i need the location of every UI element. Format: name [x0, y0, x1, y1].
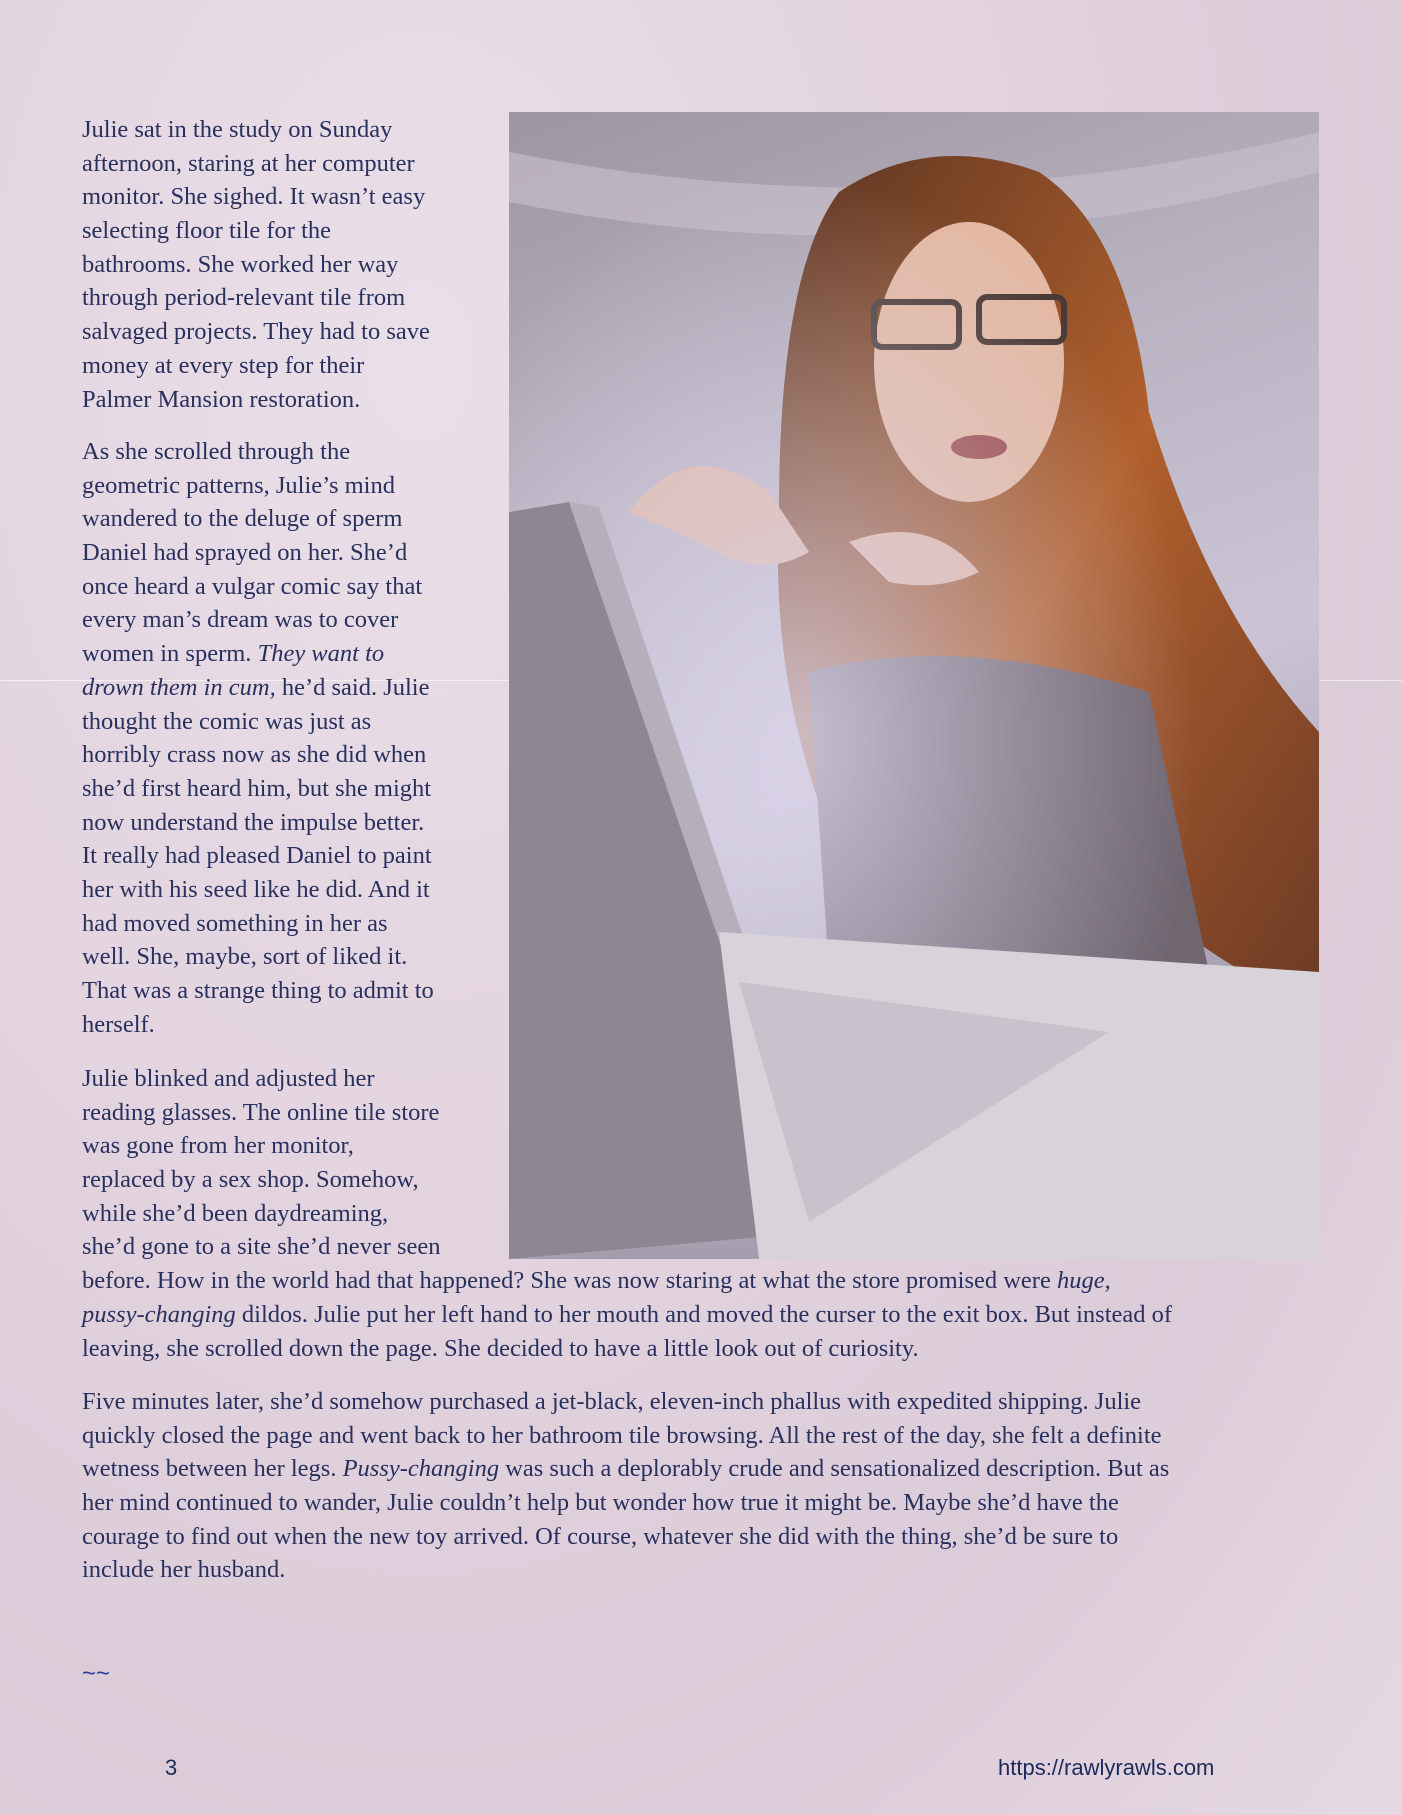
- text-line: [82, 383, 430, 417]
- text-line: [82, 1452, 1169, 1486]
- text-segment: her with his seed like he did. And it: [82, 875, 430, 903]
- text-segment: salvaged projects. They had to save: [82, 318, 430, 346]
- text-line: [82, 1230, 1172, 1264]
- text-line: [82, 1298, 1172, 1332]
- page-number: 3: [165, 1755, 178, 1780]
- text-line: [82, 637, 434, 671]
- text-segment: she’d first heard him, but she might: [82, 774, 432, 802]
- text-line: [82, 536, 434, 570]
- text-line: [82, 671, 434, 705]
- italic-text: They want to: [257, 640, 385, 668]
- text-segment: women in sperm.: [82, 640, 258, 668]
- text-line: [82, 806, 434, 840]
- text-segment: she’d gone to a site she’d never seen: [82, 1233, 441, 1261]
- text-line: [82, 1008, 434, 1042]
- italic-text: pussy-changing: [82, 1300, 236, 1328]
- text-segment: It really had pleased Daniel to paint: [82, 842, 432, 870]
- text-segment: was such a deplorably crude and sensationalized description. But as: [499, 1455, 1170, 1483]
- text-segment: As she scrolled through the: [82, 438, 351, 465]
- text-line: [82, 1129, 1172, 1163]
- text-line: [82, 435, 434, 469]
- text-segment: monitor. She sighed. It wasn’t easy: [82, 183, 426, 211]
- text-segment: Julie blinked and adjusted her: [82, 1065, 375, 1092]
- text-segment: was gone from her monitor,: [82, 1132, 354, 1160]
- footer-url-link[interactable]: https://rawlyrawls.com: [998, 1755, 1215, 1780]
- text-line: [82, 1332, 1172, 1366]
- italic-text: drown them in cum,: [82, 673, 276, 701]
- text-line: [82, 974, 434, 1008]
- italic-text: Pussy-changing: [342, 1455, 500, 1483]
- text-line: [82, 705, 434, 739]
- text-line: [82, 1096, 1172, 1130]
- text-segment: wandered to the deluge of sperm: [82, 505, 403, 533]
- text-segment: courage to find out when the new toy arrived. Of course, whatever she did with the thing, she’d be sure to: [82, 1522, 1119, 1550]
- text-segment: through period-relevant tile from: [82, 284, 406, 312]
- text-segment: replaced by a sex shop. Somehow,: [82, 1166, 419, 1194]
- text-line: [82, 603, 434, 637]
- text-segment: well. She, maybe, sort of liked it.: [82, 943, 408, 971]
- text-line: [82, 940, 434, 974]
- text-segment: herself.: [82, 1010, 155, 1038]
- text-segment: horribly crass now as she did when: [82, 741, 427, 769]
- text-line: [82, 772, 434, 806]
- text-line: [82, 248, 430, 282]
- text-line: [82, 180, 430, 214]
- text-line: [82, 147, 430, 181]
- text-line: [82, 873, 434, 907]
- text-segment: bathrooms. She worked her way: [82, 250, 399, 278]
- text-line: [82, 907, 434, 941]
- text-line: [82, 1062, 1172, 1096]
- paragraph: [82, 1062, 1172, 1365]
- paragraph: [82, 113, 430, 416]
- text-line: [82, 1520, 1169, 1554]
- text-line: [82, 1264, 1172, 1298]
- text-segment: money at every step for their: [82, 351, 365, 379]
- text-line: [82, 214, 430, 248]
- text-segment: he’d said. Julie: [275, 673, 430, 701]
- text-line: [82, 839, 434, 873]
- text-segment: afternoon, staring at her computer: [82, 149, 415, 177]
- text-segment: Palmer Mansion restoration.: [82, 385, 361, 413]
- text-line: [82, 1163, 1172, 1197]
- text-line: [82, 469, 434, 503]
- text-segment: include her husband.: [82, 1556, 286, 1584]
- text-line: [82, 281, 430, 315]
- text-segment: once heard a vulgar comic say that: [82, 572, 423, 600]
- text-segment: Julie sat in the study on Sunday: [82, 116, 393, 143]
- text-segment: thought the comic was just as: [82, 707, 372, 735]
- text-line: [82, 1486, 1169, 1520]
- text-segment: leaving, she scrolled down the page. She decided to have a little look out of curiosity.: [82, 1334, 919, 1362]
- text-segment: Five minutes later, she’d somehow purchased a jet-black, eleven-inch phallus with expedited shipping. Julie: [82, 1388, 1142, 1415]
- paragraph: [82, 435, 434, 1041]
- text-line: [82, 1553, 1169, 1587]
- text-line: [82, 570, 434, 604]
- text-segment: every man’s dream was to cover: [82, 606, 399, 634]
- text-segment: wetness between her legs.: [82, 1455, 343, 1483]
- italic-text: huge,: [1056, 1267, 1111, 1295]
- text-line: [82, 349, 430, 383]
- text-segment: selecting floor tile for the: [82, 217, 331, 245]
- section-break: ~~: [82, 1660, 111, 1687]
- text-line: [82, 315, 430, 349]
- text-line: [82, 113, 430, 147]
- text-segment: That was a strange thing to admit to: [82, 977, 434, 1004]
- text-segment: geometric patterns, Julie’s mind: [82, 471, 395, 499]
- text-line: [82, 1197, 1172, 1231]
- text-segment: her mind continued to wander, Julie couldn’t help but wonder how true it might be. Maybe she’d have the: [82, 1489, 1119, 1517]
- text-line: [82, 1385, 1169, 1419]
- text-line: [82, 738, 434, 772]
- text-segment: quickly closed the page and went back to her bathroom tile browsing. All the rest of the day, she felt a definite: [82, 1421, 1162, 1449]
- text-line: [82, 502, 434, 536]
- text-line: [82, 1419, 1169, 1453]
- text-segment: now understand the impulse better.: [82, 808, 425, 836]
- text-segment: before. How in the world had that happened? She was now staring at what the store promised were: [82, 1267, 1057, 1295]
- paragraph: [82, 1385, 1169, 1587]
- text-segment: reading glasses. The online tile store: [82, 1098, 440, 1126]
- text-segment: had moved something in her as: [82, 909, 388, 937]
- text-segment: Daniel had sprayed on her. She’d: [82, 539, 408, 567]
- text-segment: dildos. Julie put her left hand to her mouth and moved the curser to the exit box. But instead of: [235, 1300, 1173, 1328]
- text-segment: while she’d been daydreaming,: [82, 1199, 389, 1227]
